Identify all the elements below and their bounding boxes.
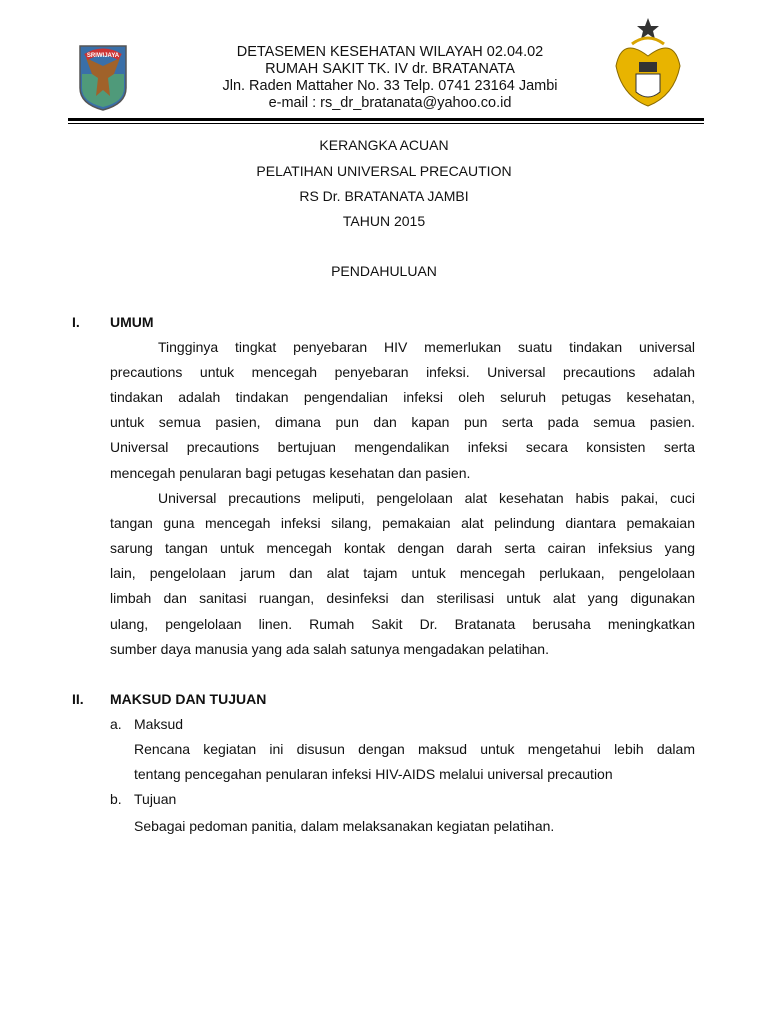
email-link[interactable]: rs_dr_bratanata@yahoo.co.id [320,95,512,111]
paragraph-line: tangan guna mencegah infeksi silang, pemakaian alat pelindung diantara pemakaian [110,515,695,532]
header-org: DETASEMEN KESEHATAN WILAYAH 02.04.02 [236,44,544,60]
paragraph-line: Universal precautions bertujuan mengendalikan infeksi secara konsisten serta [110,439,695,456]
paragraph-line: Universal precautions meliputi, pengelolaan alat kesehatan habis pakai, cuci [158,490,695,506]
item-b-line: Sebagai pedoman panitia, dalam melaksanakan kegiatan pelatihan. [134,818,555,834]
paragraph-line: sumber daya manusia yang ada salah satunya mengadakan pelatihan. [110,640,549,657]
section2-title: MAKSUD DAN TUJUAN [110,691,267,707]
section1-title: UMUM [110,314,154,330]
item-a-title: Maksud [134,716,184,732]
paragraph-line: tindakan adalah tindakan pengendalian infeksi oleh seluruh petugas kesehatan, [110,389,695,406]
item-b-label: b. [110,791,122,807]
item-a-line: tentang pencegahan penularan infeksi HIV-AIDS melalui universal precaution [134,766,613,782]
intro-heading: PENDAHULUAN [331,263,437,279]
item-a-label: a. [110,716,122,732]
paragraph-line: ulang, pengelolaan linen. Rumah Sakit Dr. Bratanata berusaha meningkatkan [110,615,695,632]
email-label: e-mail : [268,95,321,111]
section1-number: I. [72,314,80,330]
header-hospital: RUMAH SAKIT TK. IV dr. BRATANATA [265,61,515,77]
paragraph-line: limbah dan sanitasi ruangan, desinfeksi dan sterilisasi untuk alat yang digunakan [110,590,695,607]
sriwijaya-logo [78,44,128,111]
doc-year: TAHUN 2015 [342,213,426,229]
header-divider [68,118,704,121]
doc-institution: RS Dr. BRATANATA JAMBI [299,188,469,204]
header-address: Jln. Raden Mattaher No. 33 Telp. 0741 23164 Jambi [222,78,558,94]
paragraph-line: lain, pengelolaan jarum dan alat tajam untuk mencegah perlukaan, pengelolaan [110,565,695,582]
section2-number: II. [72,691,84,707]
logo-text: SRIWIJAYA [86,53,120,59]
header-divider-thin [68,123,704,124]
paragraph-line: precautions untuk mencegah penyebaran infeksi. Universal precautions adalah [110,364,695,381]
paragraph-line: mencegah penularan bagi petugas kesehatan dan pasien. [110,464,471,481]
item-a-line: Rencana kegiatan ini disusun dengan maksud untuk mengetahui lebih dalam [134,741,695,757]
doc-subtitle: PELATIHAN UNIVERSAL PRECAUTION [256,163,512,179]
paragraph-line: untuk semua pasien, dimana pun dan kapan pun serta pada semua pasien. [110,414,695,431]
doc-title: KERANGKA ACUAN [319,137,449,153]
item-b-title: Tujuan [134,791,177,807]
header-email-line [180,95,600,112]
paragraph-line: sarung tangan untuk mencegah kontak dengan darah serta cairan infeksius yang [110,540,695,557]
kesdam-emblem [612,16,684,114]
paragraph-line: Tingginya tingkat penyebaran HIV memerlukan suatu tindakan universal [158,339,695,355]
